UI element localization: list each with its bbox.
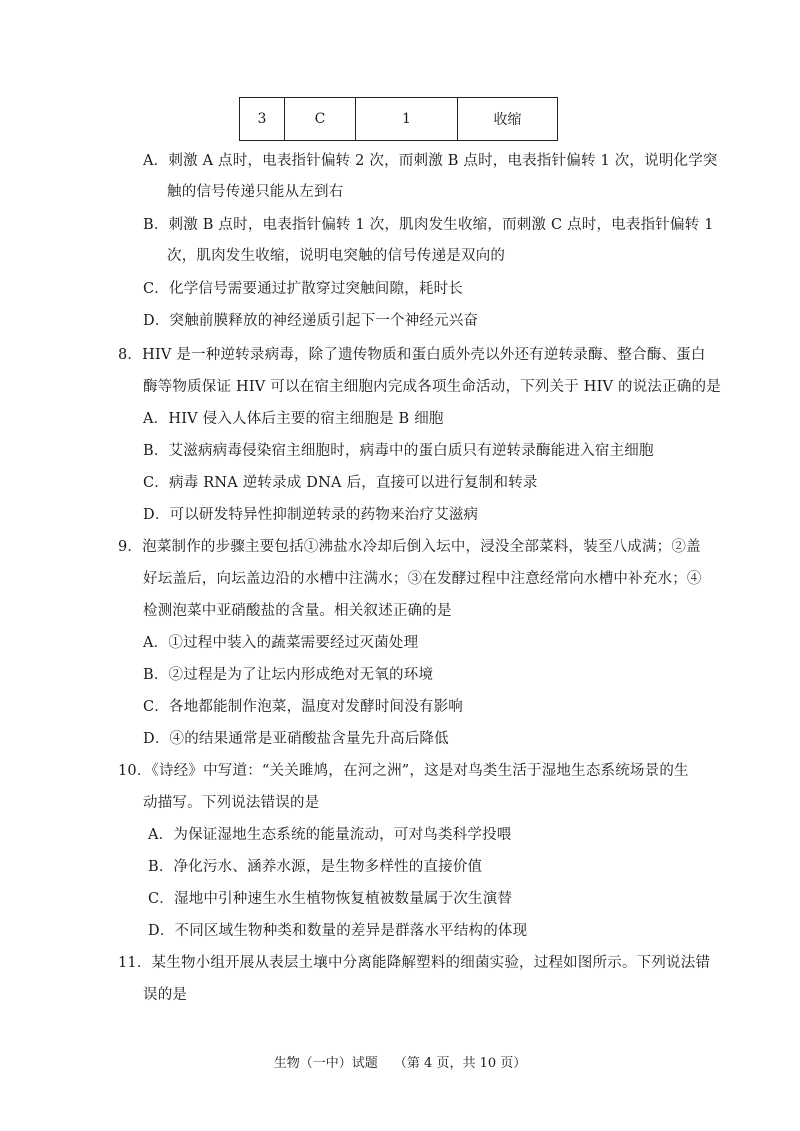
q9-option-d: D．④的结果通常是亚硝酸盐含量先升高后降低 xyxy=(143,731,449,747)
q10-option-b: B．净化污水、涵养水源，是生物多样性的直接价值 xyxy=(148,859,483,875)
footer-page-number: （第 4 页，共 10 页） xyxy=(393,1056,527,1071)
q8-stem-line1: 8．HIV 是一种逆转录病毒，除了遗传物质和蛋白质外壳以外还有逆转录酶、整合酶、蛋白 xyxy=(118,347,706,363)
q9-option-a: A．①过程中装入的蔬菜需要经过灭菌处理 xyxy=(143,635,419,651)
footer-subject: 生物（一中）试题 xyxy=(273,1056,378,1071)
q8-option-c: C．病毒 RNA 逆转录成 DNA 后，直接可以进行复制和转录 xyxy=(143,475,538,491)
q7-option-c: C．化学信号需要通过扩散穿过突触间隙，耗时长 xyxy=(143,281,463,297)
q8-option-b: B．艾滋病病毒侵染宿主细胞时，病毒中的蛋白质只有逆转录酶能进入宿主细胞 xyxy=(143,443,654,459)
q10-option-a: A．为保证湿地生态系统的能量流动，可对鸟类科学投喂 xyxy=(148,827,512,843)
table-row xyxy=(240,98,558,141)
q10-stem-line1: 10．《诗经》中写道：“关关雎鸠，在河之洲”，这是对鸟类生活于湿地生态系统场景的生 xyxy=(118,763,689,779)
q11-stem-line2: 误的是 xyxy=(143,987,188,1003)
q10-option-c: C．湿地中引种速生水生植物恢复植被数量属于次生演替 xyxy=(148,891,513,907)
q11-stem-line1: 11．某生物小组开展从表层土壤中分离能降解塑料的细菌实验，过程如图所示。下列说法错 xyxy=(118,955,711,971)
q7-option-d: D．突触前膜释放的神经递质引起下一个神经元兴奋 xyxy=(143,313,479,329)
q9-option-c: C．各地都能制作泡菜，温度对发酵时间没有影响 xyxy=(143,699,463,715)
q10-stem-line2: 动描写。下列说法错误的是 xyxy=(143,795,320,811)
q9-stem-line2: 好坛盖后，向坛盖边沿的水槽中注满水；③在发酵过程中注意经常向水槽中补充水；④ xyxy=(143,571,702,587)
q9-stem-line3: 检测泡菜中亚硝酸盐的含量。相关叙述正确的是 xyxy=(143,603,452,619)
q9-option-b: B．②过程是为了让坛内形成绝对无氧的环境 xyxy=(143,667,434,683)
table-cell: 3 xyxy=(240,98,285,141)
q7-option-b-line2: 次，肌肉发生收缩，说明电突触的信号传递是双向的 xyxy=(167,248,506,264)
q9-stem-line1: 9．泡菜制作的步骤主要包括①沸盐水冷却后倒入坛中，浸没全部菜料，装至八成满；②盖 xyxy=(118,539,701,555)
q7-option-b-line1: B．刺激 B 点时，电表指针偏转 1 次，肌肉发生收缩，而刺激 C 点时，电表指针偏转 1 xyxy=(143,217,714,233)
q8-option-d: D．可以研发特异性抑制逆转录的药物来治疗艾滋病 xyxy=(143,507,479,523)
q8-option-a: A．HIV 侵入人体后主要的宿主细胞是 B 细胞 xyxy=(143,411,444,427)
q10-option-d: D．不同区域生物种类和数量的差异是群落水平结构的体现 xyxy=(148,923,528,939)
q8-stem-line2: 酶等物质保证 HIV 可以在宿主细胞内完成各项生命活动，下列关于 HIV 的说法正确的是 xyxy=(143,379,721,395)
result-table xyxy=(239,97,558,141)
q7-option-a-line1: A．刺激 A 点时，电表指针偏转 2 次，而刺激 B 点时，电表指针偏转 1 次，说明化学突 xyxy=(143,153,718,169)
table-cell: 1 xyxy=(356,98,458,141)
table-cell: 收缩 xyxy=(458,98,558,141)
page-footer xyxy=(0,1052,800,1071)
q7-option-a-line2: 触的信号传递只能从左到右 xyxy=(167,184,344,200)
table-cell: C xyxy=(285,98,356,141)
